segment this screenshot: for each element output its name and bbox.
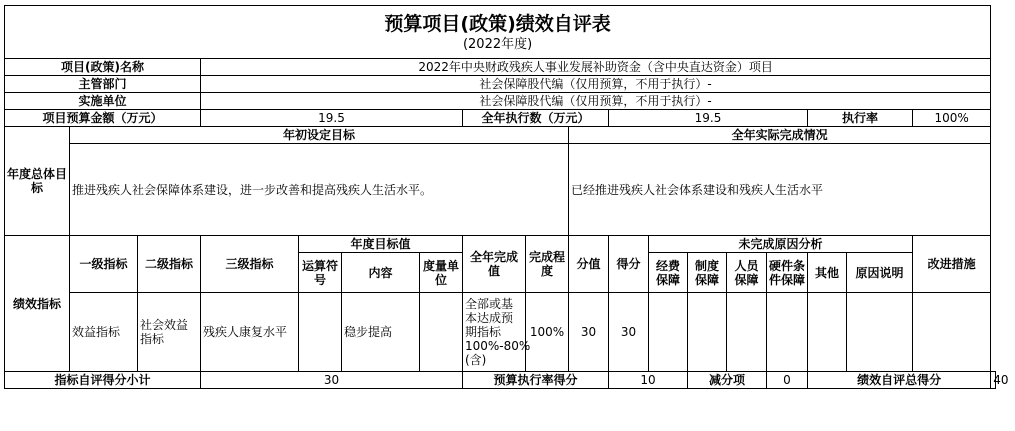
indicator-content: 稳步提高 — [342, 293, 420, 372]
total-label: 绩效自评总得分 — [808, 372, 991, 389]
header-completion: 完成程度 — [526, 236, 569, 293]
indicator-completion: 100% — [526, 293, 569, 372]
goal-actual-text: 已经推进残疾人社会体系建设和残疾人生活水平 — [569, 144, 991, 236]
project-name-label: 项目(政策)名称 — [5, 59, 201, 76]
indicator-other — [808, 293, 847, 372]
header-level2: 二级指标 — [138, 236, 201, 293]
dept-label: 主管部门 — [5, 76, 201, 93]
goal-initial-header: 年初设定目标 — [70, 127, 569, 144]
header-hardware: 硬件条件保障 — [767, 253, 808, 293]
goal-initial-text: 推进残疾人社会保障体系建设，进一步改善和提高残疾人生活水平。 — [70, 144, 569, 236]
goal-section-label: 年度总体目标 — [5, 127, 70, 236]
unit-label: 实施单位 — [5, 93, 201, 110]
header-other: 其他 — [808, 253, 847, 293]
header-operator: 运算符号 — [299, 253, 342, 293]
header-funding: 经费保障 — [649, 253, 688, 293]
performance-table — [4, 5, 1009, 389]
indicator-score-value: 30 — [569, 293, 609, 372]
page-title: 预算项目(政策)绩效自评表 — [384, 13, 611, 35]
indicator-funding — [649, 293, 688, 372]
header-improve: 改进措施 — [913, 236, 991, 293]
indicator-level1: 效益指标 — [70, 293, 138, 372]
header-target-value: 年度目标值 — [299, 236, 463, 253]
exec-value: 19.5 — [609, 110, 808, 127]
indicator-system — [688, 293, 727, 372]
header-level3: 三级指标 — [201, 236, 299, 293]
header-unit: 度量单位 — [420, 253, 463, 293]
budget-rate-label: 预算执行率得分 — [463, 372, 609, 389]
header-level1: 一级指标 — [70, 236, 138, 293]
budget-value: 19.5 — [201, 110, 463, 127]
indicator-improve — [913, 293, 991, 372]
total-value: 40 — [991, 372, 996, 389]
dept-value: 社会保障股代编（仅用预算，不用于执行）- — [201, 76, 991, 93]
rate-label: 执行率 — [808, 110, 913, 127]
header-score-value: 分值 — [569, 236, 609, 293]
deduct-value: 0 — [767, 372, 808, 389]
header-score: 得分 — [609, 236, 649, 293]
header-reason-note: 原因说明 — [847, 253, 913, 293]
rate-value: 100% — [913, 110, 991, 127]
indicator-hardware — [767, 293, 808, 372]
year-subtitle: (2022年度) — [462, 37, 533, 52]
subtotal-value: 30 — [201, 372, 463, 389]
budget-rate-value: 10 — [609, 372, 688, 389]
goal-actual-header: 全年实际完成情况 — [569, 127, 991, 144]
indicator-unit — [420, 293, 463, 372]
exec-label: 全年执行数（万元） — [463, 110, 609, 127]
header-system: 制度保障 — [688, 253, 727, 293]
header-personnel: 人员保障 — [727, 253, 767, 293]
unit-value: 社会保障股代编（仅用预算，不用于执行）- — [201, 93, 991, 110]
project-name-value: 2022年中央财政残疾人事业发展补助资金（含中央直达资金）项目 — [201, 59, 991, 76]
header-full-year: 全年完成值 — [463, 236, 526, 293]
indicator-level2: 社会效益指标 — [138, 293, 201, 372]
indicator-operator — [299, 293, 342, 372]
indicator-score: 30 — [609, 293, 649, 372]
header-content: 内容 — [342, 253, 420, 293]
indicator-level3: 残疾人康复水平 — [201, 293, 299, 372]
indicator-section-label: 绩效指标 — [5, 236, 70, 372]
budget-label: 项目预算金额（万元） — [5, 110, 201, 127]
indicator-reason-note — [847, 293, 913, 372]
indicator-full-year: 全部或基本达成预期指标100%-80%(含) — [463, 293, 526, 372]
header-reason-analysis: 未完成原因分析 — [649, 236, 913, 253]
indicator-personnel — [727, 293, 767, 372]
subtotal-label: 指标自评得分小计 — [5, 372, 201, 389]
title-cell — [5, 6, 991, 59]
deduct-label: 减分项 — [688, 372, 767, 389]
